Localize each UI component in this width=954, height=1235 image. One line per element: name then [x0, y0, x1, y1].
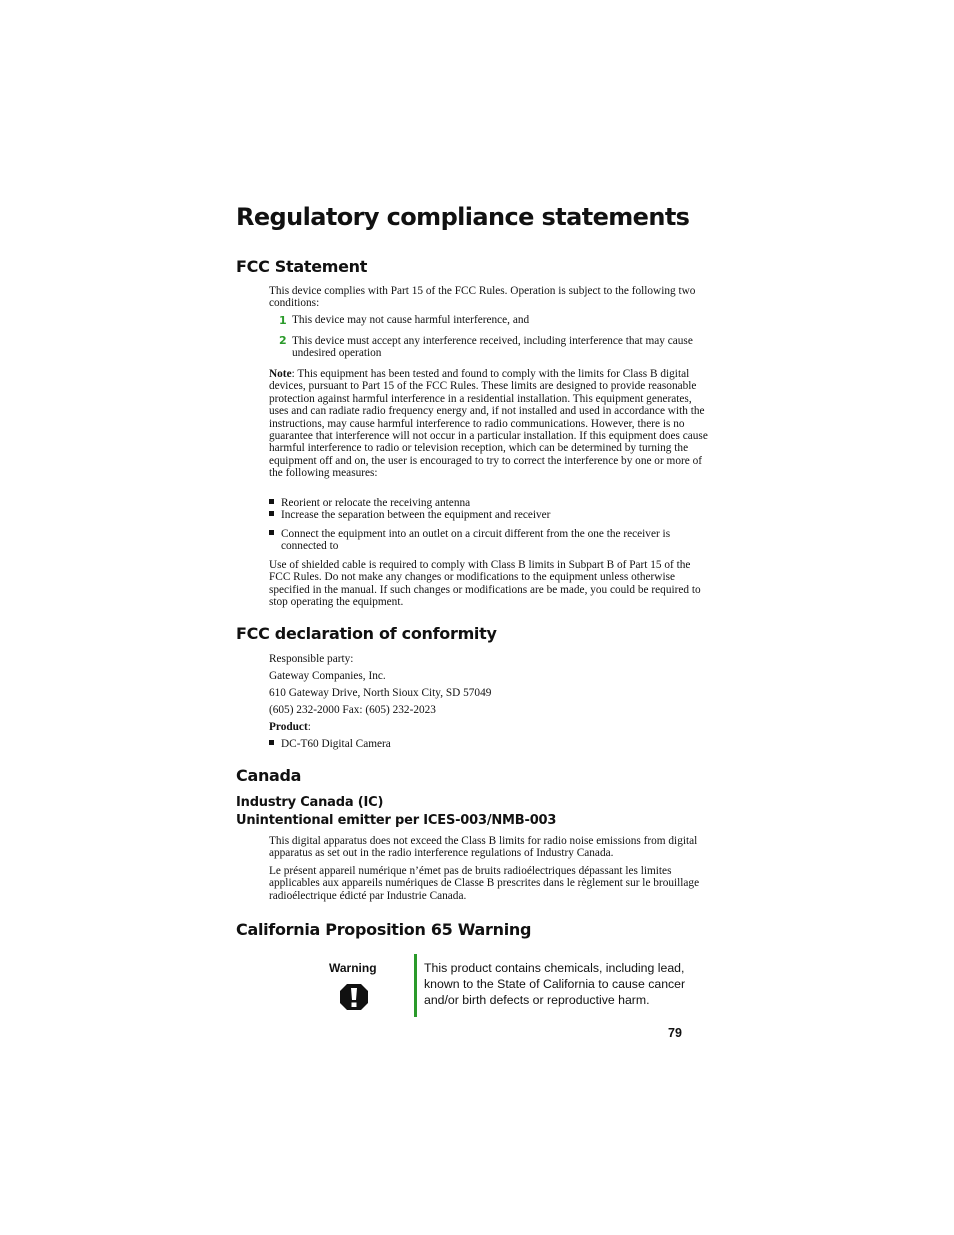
condition-number: 2: [279, 334, 287, 347]
warning-accent-bar: [414, 954, 417, 1017]
ices-heading: Unintentional emitter per ICES-003/NMB-003: [236, 813, 557, 828]
note-label: Note: [269, 368, 292, 380]
condition-text: This device may not cause harmful interference, and: [292, 314, 530, 326]
fcc-note: [269, 368, 713, 480]
warning-label: Warning: [329, 961, 377, 975]
canada-french: Le présent appareil numérique n’émet pas de bruits radioélectriques dépassant les limites applicables aux appareils numériques de Classe B prescrites dans le règlement sur le brouillage radioélectrique édicté par Industrie Canada.: [269, 865, 700, 902]
california-heading: California Proposition 65 Warning: [236, 920, 532, 939]
company-name: Gateway Companies, Inc.: [269, 670, 386, 682]
product-item: DC-T60 Digital Camera: [281, 738, 391, 750]
product-label-line: Product:: [269, 721, 311, 733]
company-phone: (605) 232-2000 Fax: (605) 232-2023: [269, 704, 436, 716]
fcc-declaration-heading: FCC declaration of conformity: [236, 624, 497, 643]
page-number: 79: [668, 1026, 682, 1040]
warning-octagon-icon: [339, 983, 369, 1011]
bullet-icon: [269, 499, 274, 504]
bullet-icon: [269, 530, 274, 535]
bullet-icon: [269, 740, 274, 745]
note-text: : This equipment has been tested and found to comply with the limits for Class B digital devices, pursuant to Part 15 of the FCC Rules. These limits are designed to provide reasonable protection against harmful interference in a residential installation. This equipment generates, uses and can radiate radio frequency energy and, if not installed and used in accordance with the instructions, may cause harmful interference to radio communications. However, there is no guarantee that interference will not occur in a particular installation. If this equipment does cause harmful interference to radio or television reception, which can be determined by turning the equipment off and on, the user is encouraged to try to correct the interference by one or more of the following measures:: [269, 368, 708, 480]
canada-heading: Canada: [236, 766, 302, 785]
responsible-party: Responsible party:: [269, 653, 354, 665]
bullet-icon: [269, 511, 274, 516]
measure-item: Connect the equipment into an outlet on a circuit different from the one the receiver is connected to: [281, 528, 671, 553]
warning-text: This product contains chemicals, including lead, known to the State of California to cause cancer and/or birth defects or reproductive harm.: [424, 961, 686, 1007]
measure-item: Increase the separation between the equipment and receiver: [281, 509, 551, 521]
fcc-statement-heading: FCC Statement: [236, 257, 368, 276]
industry-canada-heading: Industry Canada (IC): [236, 795, 384, 810]
product-label: Product: [269, 721, 308, 733]
company-address: 610 Gateway Drive, North Sioux City, SD 57049: [269, 687, 492, 699]
fcc-closing: Use of shielded cable is required to comply with Class B limits in Subpart B of Part 15 of the FCC Rules. Do not make any changes or modifications to the equipment unless otherwise specified in the manual. If such changes or modifications are be made, you could be required to stop operating the equipment.: [269, 559, 701, 609]
canada-english: This digital apparatus does not exceed the Class B limits for radio noise emissions from digital apparatus as set out in the radio interference regulations of Industry Canada.: [269, 835, 698, 860]
measure-item: Reorient or relocate the receiving antenna: [281, 497, 471, 509]
condition-text: This device must accept any interference received, including interference that may cause undesired operation: [292, 335, 693, 360]
condition-number: 1: [279, 314, 287, 327]
page-title: Regulatory compliance statements: [236, 203, 690, 231]
fcc-intro: This device complies with Part 15 of the FCC Rules. Operation is subject to the following two conditions:: [269, 285, 696, 310]
